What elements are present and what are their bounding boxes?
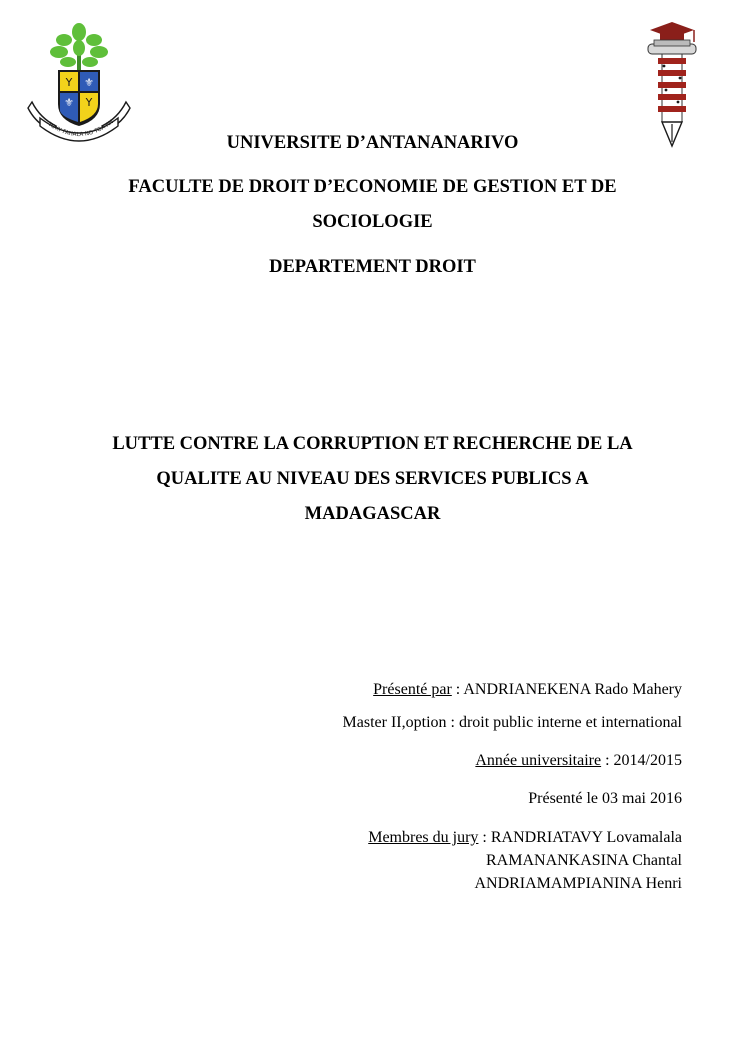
- academic-year-label: Année universitaire: [475, 752, 602, 769]
- university-name: UNIVERSITE D’ANTANANARIVO: [226, 133, 519, 153]
- academic-year-value: : 2014/2015: [601, 752, 682, 769]
- jury-member-3: ANDRIAMAMPIANINA Henri: [474, 875, 682, 892]
- department-name: DEPARTEMENT DROIT: [269, 257, 476, 277]
- jury-members: [368, 829, 682, 847]
- jury-member-2: RAMANANKASINA Chantal: [486, 852, 682, 869]
- svg-text:TOKY FAHALA NO TOA ANDRIANA: TOKY FAHALA NO TOA AN: [46, 119, 115, 139]
- jury-member-1: : RANDRIATAVY Lovamalala: [478, 829, 682, 846]
- svg-text:⚜: ⚜: [64, 96, 74, 109]
- thesis-title-line3: MADAGASCAR: [304, 504, 441, 524]
- svg-text:Y: Y: [85, 96, 93, 109]
- presentation-date: Présenté le 03 mai 2016: [528, 790, 682, 807]
- faculty-name-line2: SOCIOLOGIE: [312, 212, 433, 232]
- jury-label: Membres du jury: [368, 829, 479, 846]
- presented-by-value: : ANDRIANEKENA Rado Mahery: [451, 681, 682, 698]
- thesis-title-line2: QUALITE AU NIVEAU DES SERVICES PUBLICS A: [156, 469, 589, 489]
- university-crest-icon: [26, 22, 132, 144]
- presented-by: [373, 681, 682, 699]
- faculty-name-line1: FACULTE DE DROIT D’ECONOMIE DE GESTION ET DE: [128, 177, 617, 197]
- academic-year: [475, 752, 682, 770]
- thesis-title-line1: LUTTE CONTRE LA CORRUPTION ET RECHERCHE DE LA: [112, 434, 633, 454]
- svg-text:⚜: ⚜: [84, 76, 94, 89]
- master-option: Master II,option : droit public interne et international: [342, 714, 682, 731]
- presented-by-label: Présenté par: [373, 681, 452, 698]
- svg-text:Y: Y: [65, 76, 73, 89]
- law-faculty-emblem-icon: [644, 18, 700, 150]
